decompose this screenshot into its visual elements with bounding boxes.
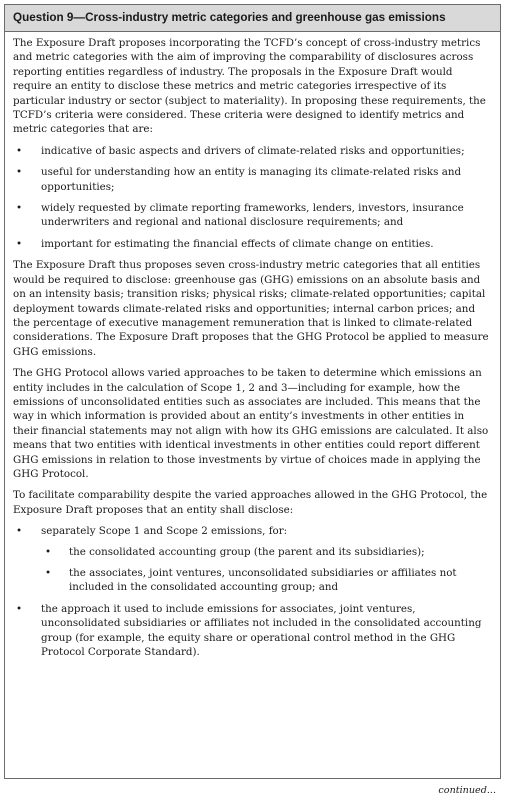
list-item: • the approach it used to include emissions for associates, joint ventures, unconsolidated subsidiaries or affiliates not included in the consolidated accounting group (for example, the equity share or operational control method in the GHG Protocol Corporate Standard). (13, 602, 492, 660)
list-item: • the associates, joint ventures, unconsolidated subsidiaries or affiliates not included in the consolidated accounting group; and (41, 566, 492, 595)
list-item-text: separately Scope 1 and Scope 2 emissions, for: (41, 525, 288, 538)
question-body (5, 32, 500, 659)
list-item: • important for estimating the financial effects of climate change on entities. (13, 237, 492, 251)
list-item (13, 524, 492, 595)
metric-categories-paragraph: The Exposure Draft thus proposes seven cross-industry metric categories that all entities would be required to disclose: greenhouse gas (GHG) emissions on an absolute basis and on an intensity basis; transition risks; physical risks; climate-related opportunities; capital deployment towards climate-related risks and opportunities; internal carbon prices; and the percentage of executive management remuneration that is linked to climate-related considerations. The Exposure Draft proposes that the GHG Protocol be applied to measure GHG emissions. (13, 259, 489, 358)
list-item: • indicative of basic aspects and drivers of climate-related risks and opportunities; (13, 144, 492, 158)
disclosure-list (13, 524, 492, 659)
comparability-paragraph: To facilitate comparability despite the varied approaches allowed in the GHG Protocol, the Exposure Draft proposes that an entity shall disclose: (13, 489, 488, 516)
question-title: Question 9—Cross-industry metric categories and greenhouse gas emissions (5, 5, 500, 32)
criteria-list (13, 144, 492, 251)
question-box (4, 4, 501, 779)
list-item: • widely requested by climate reporting frameworks, lenders, investors, insurance underwriters and regional and national disclosure requirements; and (13, 201, 492, 230)
list-item: • the consolidated accounting group (the parent and its subsidiaries); (41, 545, 492, 559)
list-item: • useful for understanding how an entity is managing its climate-related risks and opportunities; (13, 165, 492, 194)
sub-list (41, 545, 492, 595)
ghg-protocol-paragraph: The GHG Protocol allows varied approaches to be taken to determine which emissions an entity includes in the calculation of Scope 1, 2 and 3—including for example, how the emissions of unconsolidated entities such as associates are included. This means that the way in which information is provided about an entity’s investments in other entities in their financial statements may not align with how its GHG emissions are calculated. It also means that two entities with identical investments in other entities could report different GHG emissions in relation to those investments by virtue of choices made in applying the GHG Protocol. (13, 367, 489, 480)
intro-paragraph: The Exposure Draft proposes incorporating the TCFD’s concept of cross-industry metrics and metric categories with the aim of improving the comparability of disclosures across reporting entities regardless of industry. The proposals in the Exposure Draft would require an entity to disclose these metrics and metric categories irrespective of its particular industry or sector (subject to materiality). In proposing these requirements, the TCFD’s criteria were considered. These criteria were designed to identify metrics and metric categories that are: (13, 37, 486, 136)
continued-note: continued... (438, 785, 496, 796)
